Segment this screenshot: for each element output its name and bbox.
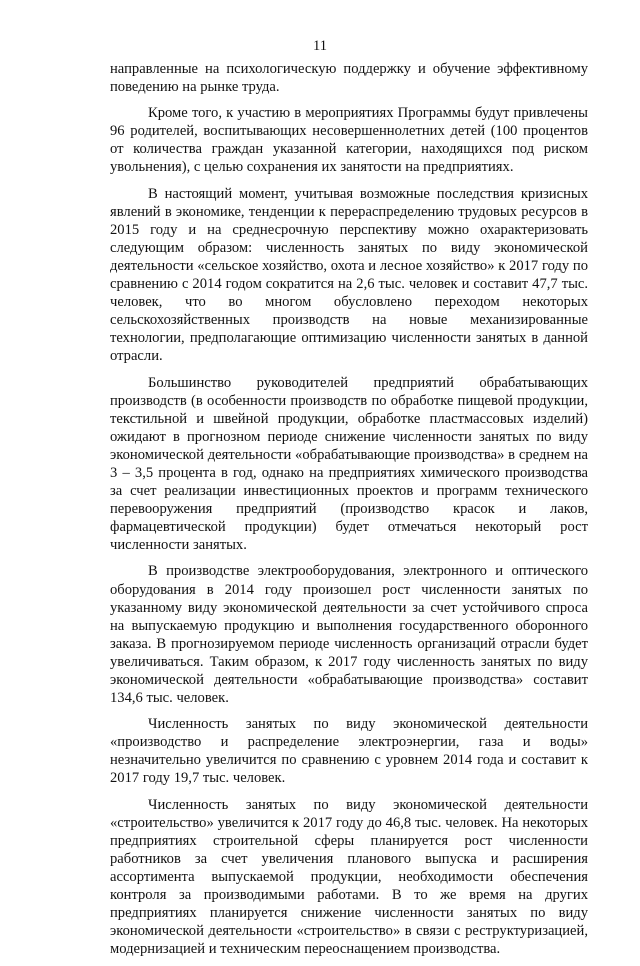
paragraph: В производстве электрооборудования, электронного и оптического оборудования в 2014 году произошел рост численности занятых по указанному виду экономической деятельности за счет устойчивого спроса на выпускаемую продукцию и выполнения государственного оборонного заказа. В прогнозируемом периоде численность организаций отрасли будет увеличиваться. Таким образом, к 2017 году численность занятых по виду экономической деятельности «обрабатывающие производства» составит 134,6 тыс. человек. xyxy=(110,563,588,707)
paragraph: Кроме того, к участию в мероприятиях Программы будут привлечены 96 родителей, воспитывающих несовершеннолетних детей (100 процентов от количества граждан указанной категории, находящихся под риском увольнения), с целью сохранения их занятости на предприятиях. xyxy=(110,105,588,176)
paragraph: В настоящий момент, учитывая возможные последствия кризисных явлений в экономике, тенденции к перераспределению трудовых ресурсов в 2015 году и на среднесрочную перспективу можно охарактеризовать следующим образом: численность занятых по виду экономической деятельности «сельское хозяйство, охота и лесное хозяйство» к 2017 году по сравнению с 2014 годом сократится на 2,6 тыс. человек и составит 47,7 тыс. человек, что во многом обусловлено переходом некоторых сельскохозяйственных производств на новые механизированные технологии, предполагающие оптимизацию численности занятых в данной отрасли. xyxy=(110,185,588,365)
paragraph: направленные на психологическую поддержку и обучение эффективному поведению на рынке труда. xyxy=(110,61,588,96)
paragraph: Большинство руководителей предприятий обрабатывающих производств (в особенности производств по обработке пищевой продукции, текстильной и швейной продукции, обработке пластмассовых изделий) ожидают в прогнозном периоде снижение численности занятых по виду экономической деятельности «обрабатывающие производства» в среднем на 3 – 3,5 процента в год, однако на предприятиях химического производства за счет реализации инвестиционных проектов и программ технического перевооружения предприятий (производство красок и лаков, фармацевтической продукции) будет отмечаться некоторый рост численности занятых. xyxy=(110,374,588,554)
document-body xyxy=(110,60,588,966)
page-number: 11 xyxy=(313,38,327,54)
paragraph: Численность занятых по виду экономической деятельности «строительство» увеличится к 2017 году до 46,8 тыс. человек. На некоторых предприятиях строительной сферы планируется рост численности работников за счет увеличения планового выпуска и расширения ассортимента выпускаемой продукции, необходимости обеспечения контроля за производимыми работами. В то же время на других предприятиях планируется снижение численности занятых по виду экономической деятельности «строительство» в связи с реструктуризацией, модернизацией и техническим переоснащением производства. xyxy=(110,796,588,958)
paragraph: Численность занятых по виду экономической деятельности «производство и распределение электроэнергии, газа и воды» незначительно увеличится по сравнению с уровнем 2014 года и составит к 2017 году 19,7 тыс. человек. xyxy=(110,716,588,787)
